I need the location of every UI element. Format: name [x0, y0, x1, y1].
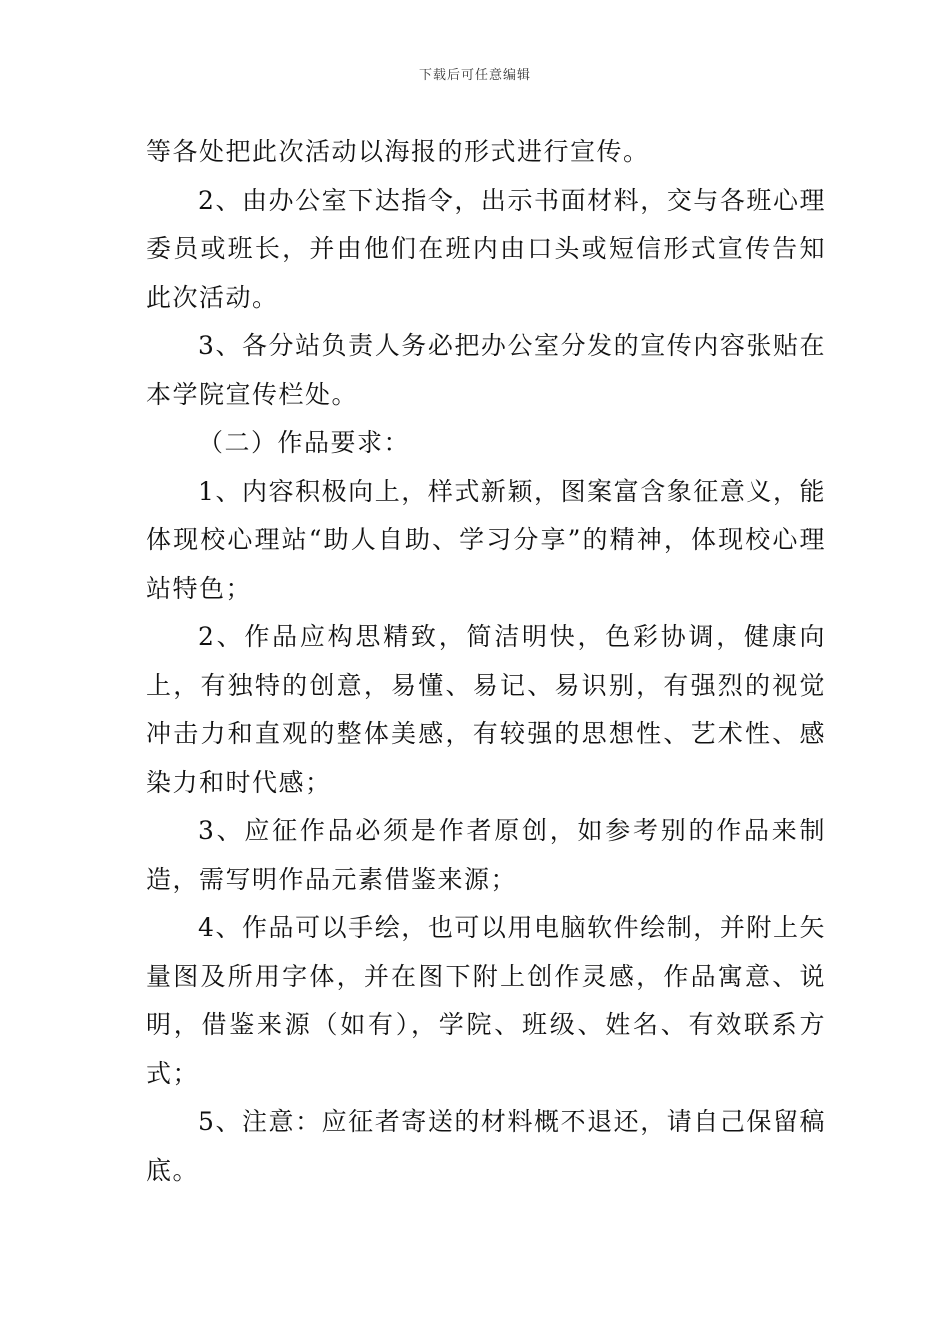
section-heading: （二）作品要求：	[198, 428, 411, 457]
paragraph-7: 3、应征作品必须是作者原创，如参考别的作品来制造，需写明作品元素借鉴来源；	[146, 816, 826, 894]
paragraph-3: 3、各分站负责人务必把办公室分发的宣传内容张贴在本学院宣传栏处。	[146, 331, 826, 409]
paragraph-2: 2、由办公室下达指令，出示书面材料，交与各班心理委员或班长，并由他们在班内由口头或短信形式宣传告知此次活动。	[146, 185, 826, 312]
paragraph-6: 2、作品应构思精致，简洁明快，色彩协调，健康向上，有独特的创意，易懂、易记、易识别，有强烈的视觉冲击力和直观的整体美感，有较强的思想性、艺术性、感染力和时代感；	[146, 622, 826, 797]
paragraph-9: 5、注意：应征者寄送的材料概不退还，请自己保留稿底。	[146, 1107, 826, 1185]
paragraph-1: 等各处把此次活动以海报的形式进行宣传。	[146, 137, 650, 166]
page-header: 下载后可任意编辑	[418, 68, 531, 83]
paragraph-8: 4、作品可以手绘，也可以用电脑软件绘制，并附上矢量图及所用字体，并在图下附上创作灵感，作品寓意、说明，借鉴来源（如有），学院、班级、姓名、有效联系方式；	[146, 913, 826, 1088]
document-body	[146, 128, 826, 1195]
paragraph-5: 1、内容积极向上，样式新颖，图案富含象征意义，能体现校心理站“助人自助、学习分享”的精神，体现校心理站特色；	[146, 476, 826, 603]
